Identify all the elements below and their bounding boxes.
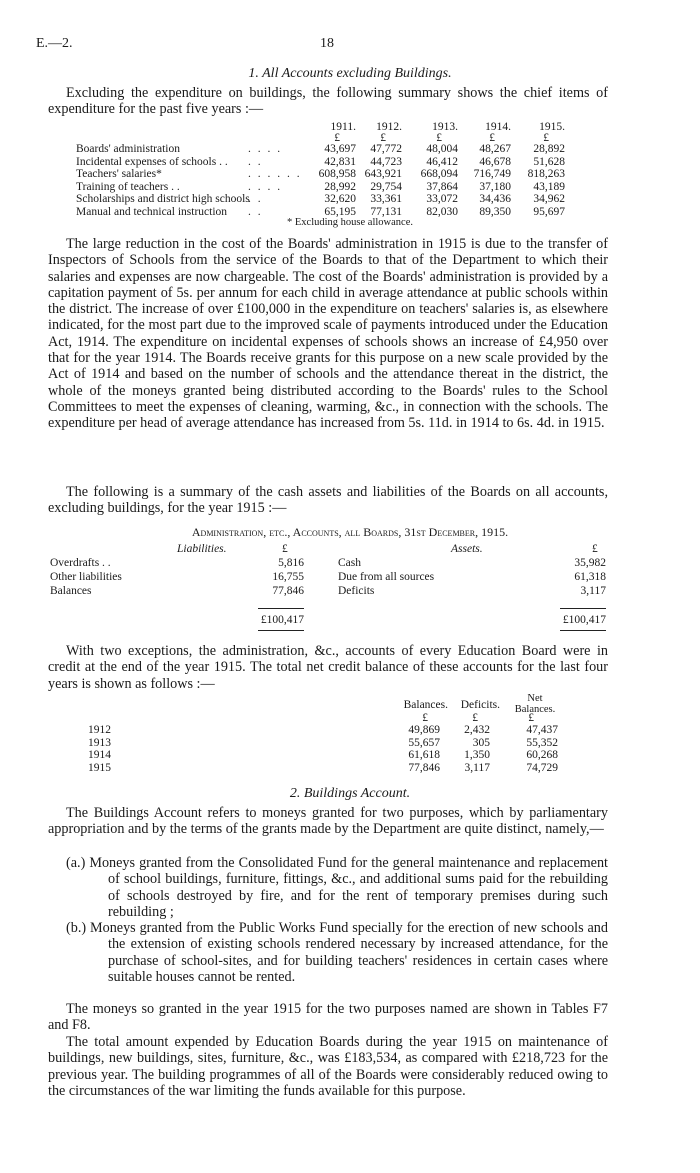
- cash-text: The following is a summary of the cash assets and liabilities of the Boards on all accounts, excluding buildings, for the year 1915 :—: [48, 484, 608, 517]
- row-label: Training of teachers . .: [76, 180, 180, 193]
- year-label: 1913: [88, 736, 111, 749]
- table-cell: 37,864: [426, 180, 458, 193]
- table-cell: 55,657: [408, 736, 440, 749]
- table-cell: 305: [472, 736, 490, 749]
- table-cell: 95,697: [533, 206, 565, 218]
- table-cell: 43,189: [533, 180, 565, 193]
- balances-header: Balances.: [403, 699, 448, 711]
- table-cell: 77,131: [370, 206, 402, 218]
- year-header: 1911.: [330, 121, 356, 133]
- asset-label: Due from all sources: [338, 571, 435, 583]
- asset-label: Deficits: [338, 585, 375, 597]
- table-cell: 46,678: [479, 155, 511, 168]
- table-cell: 60,268: [526, 749, 558, 762]
- currency-symbol: £: [489, 132, 495, 144]
- table-cell: 43,697: [324, 143, 356, 155]
- table-cell: 55,352: [526, 736, 558, 749]
- table-cell: 34,962: [533, 193, 565, 206]
- total-assets: £100,417: [562, 614, 606, 626]
- table-cell: 61,618: [408, 749, 440, 762]
- liability-label: Overdrafts . .: [50, 557, 111, 569]
- table-cell: 49,869: [408, 724, 440, 736]
- reduction-paragraph: [48, 236, 608, 432]
- subtotal-rule: [258, 608, 304, 609]
- year-header: 1912.: [376, 121, 402, 133]
- table-cell: 608,958: [318, 168, 356, 181]
- row-label: Manual and technical instruction: [76, 206, 228, 218]
- table-cell: 77,846: [408, 761, 440, 774]
- balance-sheet-title: Administration, etc., Accounts, all Boards, 31st December, 1915.: [191, 525, 509, 539]
- row-label: Incidental expenses of schools . .: [76, 155, 228, 168]
- year-label: 1914: [88, 749, 111, 762]
- intro-text: Excluding the expenditure on buildings, the following summary shows the chief items of expenditure for the past five years :—: [48, 85, 608, 118]
- row-label: Boards' administration: [76, 143, 180, 155]
- currency-symbol: £: [422, 712, 428, 724]
- year-header: 1913.: [432, 121, 458, 133]
- table-cell: 1,350: [464, 749, 490, 762]
- table-cell: 65,195: [324, 206, 356, 218]
- asset-value: 3,117: [580, 585, 606, 597]
- year-header: 1914.: [485, 121, 511, 133]
- total-paragraph: [48, 1034, 608, 1099]
- report-code: E.—2.: [36, 36, 73, 51]
- table-cell: 42,831: [324, 155, 356, 168]
- table-cell: 51,628: [533, 155, 565, 168]
- table-cell: 28,992: [324, 180, 356, 193]
- leader-dots: . .: [248, 193, 263, 206]
- reduction-text: The large reduction in the cost of the Boards' administration in 1915 is due to the transfer of Inspectors of Schools from the service of the Boards to that of the Department to which their salaries and expenses are now chargeable. The cost of the Boards' administration is provided by a capitation payment of 5s. per annum for each child in average attendance at public schools within the district. The increase of over £100,000 in the expenditure on teachers' salaries is, as elsewhere indicated, for the most part due to the improved scale of payments introduced under the Education Act, 1914. The expenditure on incidental expenses of schools shows an increase of £4,950 over that for the year 1914. The Boards receive grants for this purpose on a new scale provided by the Act of 1914 and based on the number of schools and the attendance thereat in the district, the whole of the moneys granted being distributed according to the Boards' rules to the School Committees to meet the expenses of cleaning, warming, &c., in connection with the schools. The expenditure per head of average attendance has increased from 5s. 11d. in 1914 to 6s. 4d. in 1915.: [48, 236, 608, 432]
- table-cell: 47,772: [370, 143, 402, 155]
- currency-symbol: £: [472, 712, 478, 724]
- page-number: 18: [320, 36, 334, 51]
- buildings-paragraph: [48, 805, 608, 838]
- leader-dots: . . . .: [248, 143, 283, 155]
- section-2-title: 2. Buildings Account.: [289, 786, 411, 801]
- currency-symbol: £: [436, 132, 442, 144]
- table-cell: 29,754: [370, 180, 402, 193]
- table-footnote: * Excluding house allowance.: [287, 217, 413, 228]
- table-cell: 37,180: [479, 180, 511, 193]
- year-label: 1915: [88, 761, 111, 774]
- list-item-a: (a.) Moneys granted from the Consolidated Fund for the general maintenance and replacement of school buildings, furniture, fittings, &c., and additional sums paid for the rebuilding of schools destroyed by fire, and for the rent of temporary premises during such rebuilding ;: [66, 855, 608, 920]
- table-cell: 44,723: [370, 155, 402, 168]
- liability-value: 77,846: [272, 585, 304, 597]
- total-rule: [560, 630, 606, 631]
- leader-dots: . .: [248, 206, 263, 218]
- currency-symbol: £: [543, 132, 549, 144]
- table-cell: 46,412: [426, 155, 458, 168]
- tables-text: The moneys so granted in the year 1915 for the two purposes named are shown in Tables F7 and F8.: [48, 1001, 608, 1034]
- exceptions-paragraph: [48, 643, 608, 692]
- liability-value: 16,755: [272, 571, 304, 583]
- table-cell: 34,436: [479, 193, 511, 206]
- currency-symbol: £: [528, 712, 534, 724]
- leader-dots: . . . .: [248, 180, 283, 193]
- section-1-title: 1. All Accounts excluding Buildings.: [248, 66, 452, 81]
- table-cell: 818,263: [527, 168, 565, 181]
- liability-label: Other liabilities: [50, 571, 122, 583]
- table-cell: 33,072: [426, 193, 458, 206]
- leader-dots: . . . . . .: [248, 168, 302, 181]
- currency-symbol: £: [334, 132, 340, 144]
- total-liabilities: £100,417: [260, 614, 304, 626]
- list-item-b: (b.) Moneys granted from the Public Works Fund specially for the erection of new schools and the extension of existing schools rendered necessary by increased attendance, for the purchase of school-sites, and for building teachers' residences in certain cases where suitable houses cannot be rented.: [66, 920, 608, 985]
- table-cell: 82,030: [426, 206, 458, 218]
- asset-value: 35,982: [574, 557, 606, 569]
- liabilities-heading: Liabilities.: [177, 543, 227, 555]
- year-header: 1915.: [539, 121, 565, 133]
- table-cell: 643,921: [364, 168, 402, 181]
- deficits-header: Deficits.: [460, 699, 500, 711]
- assets-heading: Assets.: [451, 543, 483, 555]
- table-cell: 28,892: [533, 143, 565, 155]
- cash-paragraph: [48, 484, 608, 517]
- liability-label: Balances: [50, 585, 92, 597]
- year-label: 1912: [88, 724, 111, 736]
- table-cell: 2,432: [464, 724, 490, 736]
- buildings-text: The Buildings Account refers to moneys granted for two purposes, which by parliamentary appropriation and by the terms of the grants made by the Department are quite distinct, namely,—: [48, 805, 608, 838]
- asset-value: 61,318: [574, 571, 606, 583]
- intro-paragraph: [48, 85, 608, 118]
- exceptions-text: With two exceptions, the administration, &c., accounts of every Education Board were in credit at the end of the year 1915. The total net credit balance of these accounts for the last four years is shown as follows :—: [48, 643, 608, 692]
- table-cell: 716,749: [473, 168, 511, 181]
- table-cell: 48,267: [479, 143, 511, 155]
- table-cell: 668,094: [420, 168, 458, 181]
- currency-symbol: £: [282, 543, 288, 555]
- tables-paragraph: [48, 1001, 608, 1034]
- row-label: Scholarships and district high schools: [76, 193, 250, 206]
- total-rule: [258, 630, 304, 631]
- asset-label: Cash: [338, 557, 361, 569]
- table-cell: 3,117: [464, 761, 490, 774]
- table-cell: 32,620: [324, 193, 356, 206]
- net-balances-header: Net Balances.: [514, 693, 556, 715]
- currency-symbol: £: [380, 132, 386, 144]
- leader-dots: . .: [248, 155, 263, 168]
- subtotal-rule: [560, 608, 606, 609]
- table-cell: 74,729: [526, 761, 558, 774]
- table-cell: 33,361: [370, 193, 402, 206]
- table-cell: 48,004: [426, 143, 458, 155]
- table-cell: 89,350: [479, 206, 511, 218]
- currency-symbol: £: [592, 543, 598, 555]
- liability-value: 5,816: [278, 557, 304, 569]
- row-label: Teachers' salaries*: [76, 168, 162, 181]
- table-cell: 47,437: [526, 724, 558, 736]
- total-text: The total amount expended by Education Boards during the year 1915 on maintenance of buildings, new buildings, sites, furniture, &c., was £183,534, as compared with £218,723 for the previous year. The building programmes of all of the Boards were considerably reduced owing to the circumstances of the war limiting the funds available for this purpose.: [48, 1034, 608, 1099]
